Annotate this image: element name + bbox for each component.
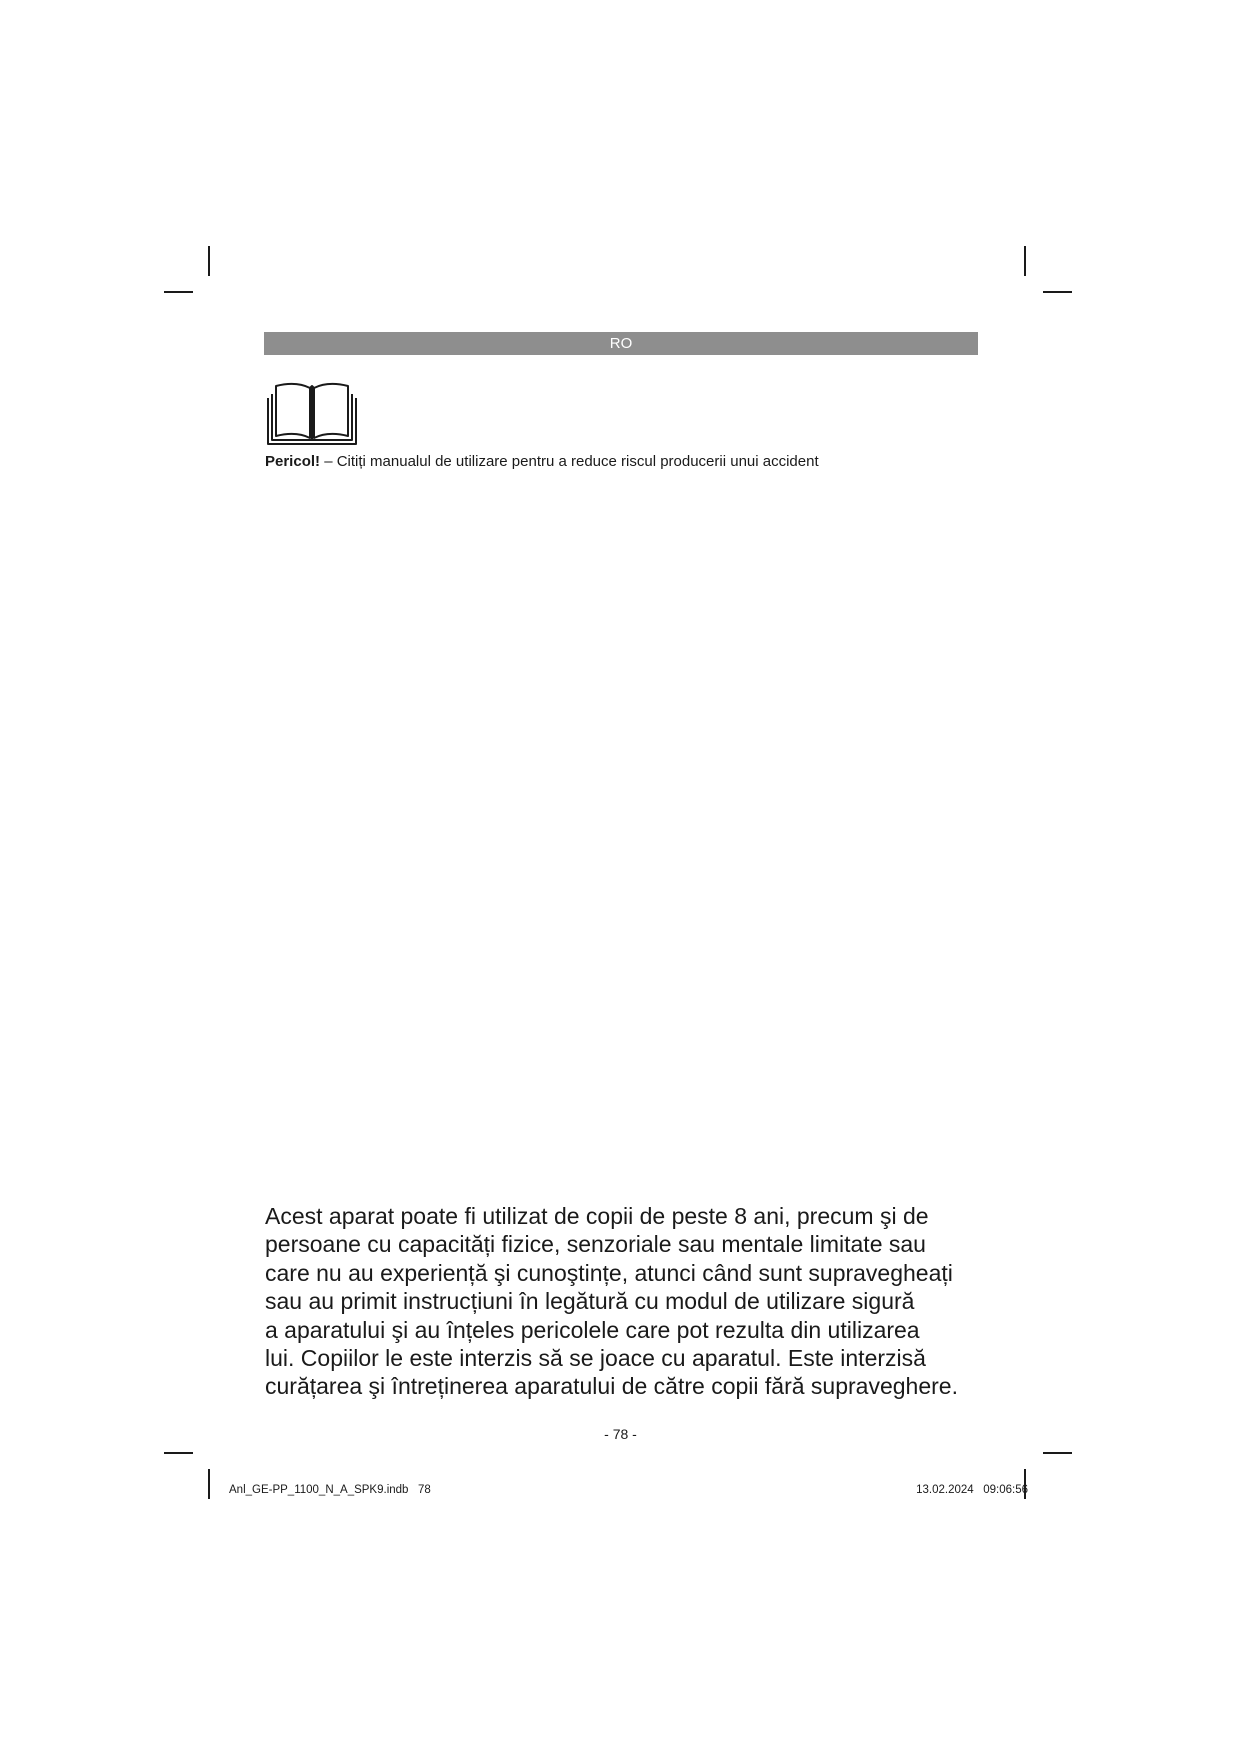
paragraph-line: care nu au experiență şi cunoştințe, atunci când sunt supravegheați: [265, 1259, 953, 1286]
safety-paragraph: [265, 1202, 995, 1401]
page-number: - 78 -: [604, 1426, 637, 1442]
paragraph-line: curățarea şi întreținerea aparatului de către copii fără supraveghere.: [265, 1373, 958, 1400]
paragraph-line: lui. Copiilor le este interzis să se joace cu aparatul. Este interzisă: [265, 1345, 926, 1372]
crop-mark-top-left-vertical: [208, 246, 210, 276]
warning-message: – Citiți manualul de utilizare pentru a reduce riscul producerii unui accident: [320, 453, 819, 470]
warning-label: Pericol!: [265, 453, 321, 470]
paragraph-line: a aparatului şi au înțeles pericolele care pot rezulta din utilizarea: [265, 1316, 920, 1343]
language-code: RO: [609, 335, 633, 352]
paragraph-line: persoane cu capacități fizice, senzoriale sau mentale limitate sau: [265, 1231, 926, 1258]
open-book-icon: [266, 380, 358, 446]
crop-mark-bottom-left-vertical: [208, 1469, 210, 1499]
crop-mark-bottom-right-horizontal: [1043, 1452, 1072, 1454]
warning-text: [265, 452, 819, 472]
crop-mark-bottom-left-horizontal: [164, 1452, 193, 1454]
paragraph-line: sau au primit instrucțiuni în legătură cu modul de utilizare sigură: [265, 1288, 915, 1315]
footer-file-info: Anl_GE-PP_1100_N_A_SPK9.indb 78: [229, 1484, 431, 1496]
crop-mark-top-left-horizontal: [164, 291, 193, 293]
crop-mark-top-right-vertical: [1024, 246, 1026, 276]
footer-date-time: 13.02.2024 09:06:56: [916, 1484, 1028, 1496]
crop-mark-top-right-horizontal: [1043, 291, 1072, 293]
paragraph-line: Acest aparat poate fi utilizat de copii de peste 8 ani, precum şi de: [265, 1203, 929, 1229]
language-header-bar: [264, 332, 978, 355]
